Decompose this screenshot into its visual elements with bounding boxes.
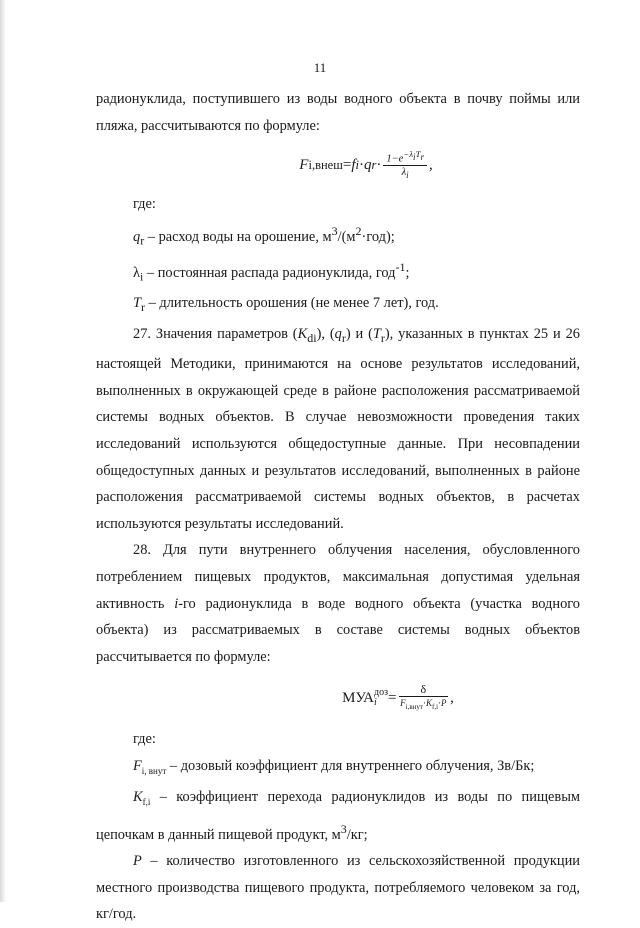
paragraph-28 [96, 537, 580, 670]
def1-text1: – расход воды на орошение, м [144, 228, 332, 245]
formula2-lhs-sup: доз [374, 687, 389, 699]
where-label-2: где: [133, 731, 156, 748]
def1-symbol: q [133, 228, 141, 245]
formula2-fraction [399, 683, 449, 714]
p28-b: -го радионуклида в воде водного объекта (участка водного объекта) из рассматриваемых в составе системы водных объектов рассчитывается по формуле: [96, 595, 580, 665]
formula1-f: f [351, 156, 356, 173]
definition-tr [96, 290, 580, 320]
definition-qr [96, 218, 580, 254]
def2-text2: ; [405, 264, 410, 281]
p27-d: ), указанных в пунктах 25 и 26 настоящей Методики, принимаются на основе результатов исследований, выполненных в окружающей среде в районе расположения рассматриваемой системы водных объектов. В случае невозможности проведения таких исследований используются общедоступные данные. При несовпадении общедоступных данных и результатов исследований, выполненных в районе расположения рассматриваемой системы водных объектов, в расчетах используются результаты исследований. [96, 325, 580, 532]
def5-text1: – коэффициент перехода радионуклидов из воды по пищевым цепочкам в данный пищевой продукт, м [96, 789, 580, 843]
def3-sub: r [141, 300, 146, 315]
def1-text2: /(м [337, 228, 356, 245]
p27-q-sub: r [341, 330, 346, 345]
page-number: 11 [313, 60, 327, 75]
formula1-den-lambda: λ [401, 167, 407, 179]
formula2-lhs: МУА [342, 690, 374, 707]
formula1-numerator-exp [403, 148, 424, 162]
def2-sub: i [139, 269, 144, 284]
formula2-den-k: K [425, 697, 432, 708]
where-label-1: где: [133, 196, 156, 213]
formula2-lhs-scripts [374, 688, 388, 708]
definition-lambda [96, 254, 580, 290]
formula1-exp-t: T [415, 148, 421, 159]
page-body [96, 86, 580, 928]
formula1-tail: , [428, 156, 433, 173]
def1-text3: ·год); [361, 228, 395, 245]
def5-sup: 3 [340, 821, 347, 836]
formula2-den-k-sub: f,i [431, 702, 439, 711]
definition-p [96, 848, 580, 928]
formula2-den-p: P [441, 697, 447, 708]
p27-t-sub: r [380, 330, 385, 345]
formula2-eq: = [388, 690, 397, 707]
paragraph-continuation: радионуклида, поступившего из воды водного объекта в почву поймы или пляжа, рассчитываются по формуле: [96, 91, 580, 134]
formula2-tail: , [450, 690, 454, 707]
p27-q: q [334, 325, 342, 342]
formula1-numerator-base: 1−e [386, 153, 404, 165]
def3-text: – длительность орошения (не менее 7 лет), год. [145, 295, 439, 312]
formula1-dot2: · [376, 156, 382, 173]
formula1-f-sub: i [355, 157, 359, 172]
formula1-q-sub: r [371, 157, 377, 172]
p27-k-sub: di [307, 330, 317, 345]
formula-f-external [96, 139, 580, 191]
def2-text1: – постоянная распада радионуклида, год [143, 264, 396, 281]
def2-sup: -1 [395, 260, 406, 275]
def1-sup2: 2 [355, 223, 362, 238]
formula1-lhs-sub: i,внеш [308, 157, 343, 172]
formula1-numerator [383, 148, 427, 167]
def5-sub: f,i [142, 797, 151, 808]
formula2-denominator [400, 697, 446, 714]
def4-symbol: F [133, 757, 142, 774]
formula1-eq: = [342, 156, 352, 173]
formula1-lhs: F [299, 156, 309, 173]
p27-a: 27. Значения параметров ( [133, 325, 298, 342]
formula1-exp-lambda: −λ [403, 148, 414, 159]
formula-mua [96, 670, 580, 726]
formula2-numerator: δ [399, 683, 449, 697]
formula2-den-dot1: · [422, 697, 426, 708]
formula1-exp-t-sub: r [420, 151, 424, 162]
def6-symbol: P [133, 853, 142, 870]
def1-sup1: 3 [331, 223, 338, 238]
def5-text2: /кг; [346, 826, 368, 843]
formula2-lhs-sub: i [374, 697, 377, 709]
formula2-den-f-sub: i,внут [405, 702, 423, 711]
formula1-fraction [383, 148, 427, 183]
p27-k: K [297, 325, 308, 342]
def3-symbol: T [133, 295, 142, 312]
paragraph-27 [96, 321, 580, 538]
p28-i: i [174, 595, 179, 612]
def4-sub: i, внут [141, 765, 167, 776]
definition-kfi [96, 784, 580, 848]
definition-f-internal [96, 753, 580, 784]
formula1-den-lambda-sub: i [406, 170, 409, 181]
formula2-den-f: F [400, 697, 406, 708]
p27-t: T [372, 325, 381, 342]
formula1-denominator [402, 166, 409, 182]
formula1-exp-lambda-sub: i [413, 151, 416, 162]
p28-a: 28. Для пути внутреннего облучения населения, обусловленного потреблением пищевых продуктов, максимальная допустимая удельная активность [96, 542, 580, 612]
formula1-q: q [363, 156, 372, 173]
p27-b: ), ( [316, 325, 335, 342]
def6-text: – количество изготовленного из сельскохозяйственной продукции местного производства пищевого продукта, потребляемого человеком за год, кг/год. [96, 853, 580, 923]
p27-c: ) и ( [345, 325, 373, 342]
formula2-den-dot2: · [438, 697, 442, 708]
def4-text: – дозовый коэффициент для внутреннего облучения, Зв/Бк; [166, 757, 535, 774]
def2-symbol: λ [133, 264, 140, 281]
def5-symbol: K [133, 789, 143, 806]
formula1-dot1: · [358, 156, 364, 173]
scan-edge-shadow [0, 0, 6, 902]
def1-sub: r [140, 233, 145, 248]
